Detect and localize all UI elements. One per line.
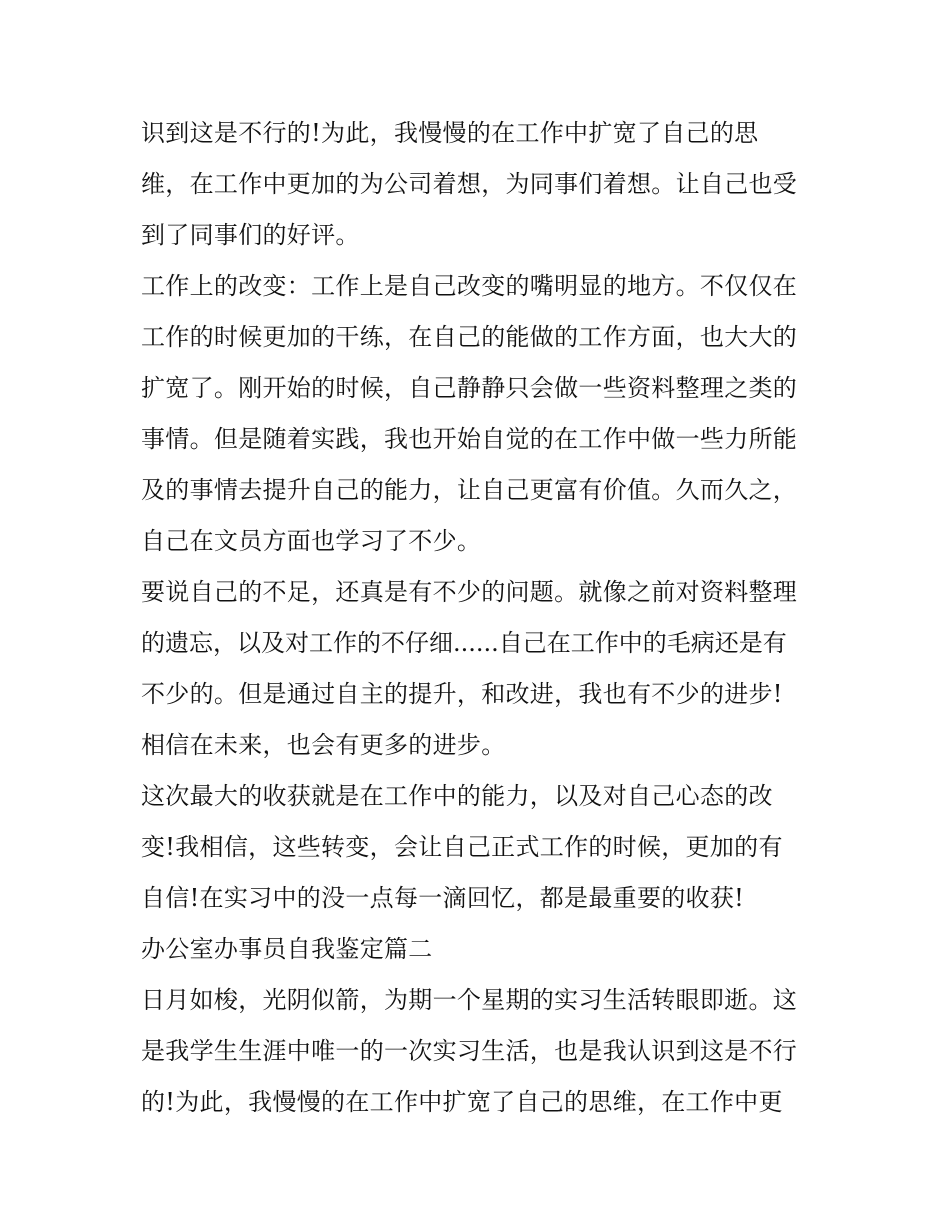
document-body — [141, 108, 821, 1128]
text-line: 扩宽了。刚开始的时候，自己静静只会做一些资料整理之类的 — [141, 374, 798, 402]
text-line: 不少的。但是通过自主的提升，和改进，我也有不少的进步! — [141, 680, 783, 708]
section-heading: 办公室办事员自我鉴定篇二 — [141, 935, 433, 963]
text-line: 工作的时候更加的干练，在自己的能做的工作方面，也大大的 — [141, 323, 798, 351]
text-line: 变!我相信，这些转变，会让自己正式工作的时候，更加的有 — [141, 833, 783, 861]
text-line: 这次最大的收获就是在工作中的能力，以及对自己心态的改 — [141, 782, 773, 810]
text-line: 维，在工作中更加的为公司着想，为同事们着想。让自己也受 — [141, 170, 798, 198]
text-line: 到了同事们的好评。 — [141, 221, 360, 249]
text-line: 工作上的改变：工作上是自己改变的嘴明显的地方。不仅仅在 — [141, 272, 798, 300]
text-line: 自己在文员方面也学习了不少。 — [141, 527, 482, 555]
text-line: 自信!在实习中的没一点每一滴回忆，都是最重要的收获! — [141, 884, 745, 912]
text-line: 及的事情去提升自己的能力，让自己更富有价值。久而久之， — [141, 476, 798, 504]
text-line: 的遗忘，以及对工作的不仔细......自己在工作中的毛病还是有 — [141, 629, 787, 657]
text-line: 识到这是不行的!为此，我慢慢的在工作中扩宽了自己的思 — [141, 119, 759, 147]
text-line: 日月如梭，光阴似箭，为期一个星期的实习生活转眼即逝。这 — [141, 986, 798, 1014]
text-line: 的!为此，我慢慢的在工作中扩宽了自己的思维，在工作中更 — [141, 1088, 783, 1116]
text-line: 相信在未来，也会有更多的进步。 — [141, 731, 506, 759]
text-line: 事情。但是随着实践，我也开始自觉的在工作中做一些力所能 — [141, 425, 798, 453]
text-line: 是我学生生涯中唯一的一次实习生活，也是我认识到这是不行 — [141, 1037, 798, 1065]
text-line: 要说自己的不足，还真是有不少的问题。就像之前对资料整理 — [141, 578, 798, 606]
